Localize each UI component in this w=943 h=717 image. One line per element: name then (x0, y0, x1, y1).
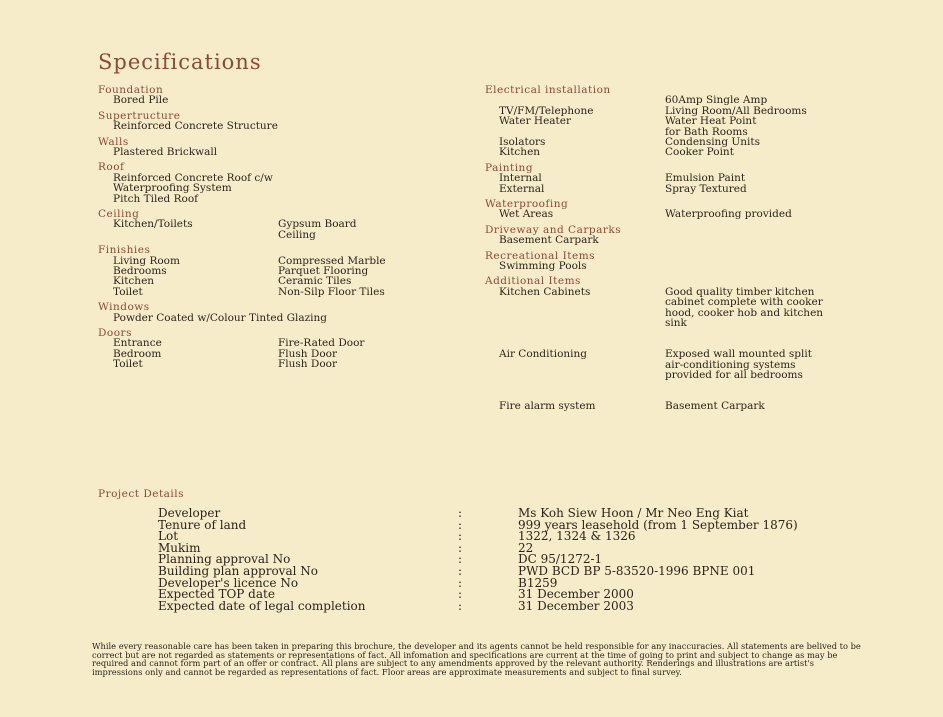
spec-section (98, 137, 458, 158)
spec-value: Water Heat Point (665, 115, 757, 128)
spec-item: External (499, 182, 545, 195)
project-detail-separator: : (458, 552, 463, 567)
spec-value: Good quality timber kitchen (665, 285, 815, 298)
spec-row (485, 380, 915, 390)
spec-section (98, 111, 458, 132)
project-detail-value: B1259 (518, 575, 558, 590)
spec-section-heading: Recreational Items (485, 249, 596, 262)
project-detail-separator: : (458, 506, 463, 520)
spec-item: Kitchen Cabinets (499, 285, 591, 298)
spec-section-heading: Additional Items (485, 275, 581, 288)
spec-item: Bored Pile (113, 94, 169, 107)
project-detail-row (158, 598, 898, 613)
spec-item: Toilet (113, 358, 143, 371)
spec-value: Spray Textured (665, 182, 747, 195)
spec-row (485, 209, 915, 219)
spec-item: Air Conditioning (499, 348, 587, 361)
spec-item (485, 380, 665, 390)
spec-item: Pitch Tiled Roof (113, 192, 199, 205)
spec-value: Flush Door (278, 358, 337, 371)
project-details-heading: Project Details (98, 488, 185, 500)
spec-section-heading: Doors (98, 327, 132, 340)
project-detail-label: Developer (158, 506, 221, 520)
spec-item: Bedrooms (113, 265, 167, 277)
spec-section-heading: Electrical installation (485, 84, 611, 96)
spec-value: Compressed Marble (278, 254, 386, 267)
spec-row (98, 230, 458, 240)
spec-row (485, 147, 915, 157)
spec-value: Fire-Rated Door (278, 337, 365, 350)
spec-section (485, 251, 915, 272)
project-detail-label: Expected TOP date (158, 587, 275, 602)
spec-section (485, 276, 915, 411)
project-detail-label: Tenure of land (158, 517, 247, 532)
spec-section-heading: Finishies (98, 244, 151, 257)
specifications-right-column (485, 85, 915, 417)
project-detail-value: 22 (518, 540, 534, 555)
project-detail-label: Building plan approval No (158, 563, 318, 578)
spec-item: Waterproofing System (113, 182, 232, 195)
project-detail-label: Expected date of legal completion (158, 598, 366, 613)
spec-row (98, 313, 458, 323)
spec-row (98, 359, 458, 369)
spec-item: Basement Carpark (499, 234, 599, 247)
spec-item: Entrance (113, 337, 162, 350)
spec-section-heading: Windows (98, 301, 150, 314)
spec-row (98, 121, 458, 131)
spec-item: Kitchen/Toilets (113, 218, 193, 231)
spec-item: Swimming Pools (499, 260, 587, 273)
spec-item (485, 360, 665, 370)
project-detail-value: DC 95/1272-1 (518, 552, 603, 567)
specifications-left-column (98, 85, 458, 375)
spec-section-heading: Roof (98, 161, 125, 174)
spec-value: for Bath Rooms (665, 125, 748, 138)
project-detail-label: Lot (158, 529, 179, 544)
spec-value: Non-Silp Floor Tiles (278, 285, 385, 298)
spec-section (485, 199, 915, 220)
spec-row (485, 261, 915, 271)
project-detail-label: Planning approval No (158, 552, 291, 567)
project-detail-value: 31 December 2003 (518, 598, 634, 613)
spec-section (98, 85, 458, 106)
spec-section (485, 85, 915, 158)
spec-value: Basement Carpark (665, 400, 765, 413)
spec-item: Kitchen (113, 275, 155, 288)
spec-value: Waterproofing provided (665, 208, 792, 221)
project-detail-separator: : (458, 563, 463, 578)
spec-item (485, 328, 665, 338)
spec-item: Reinforced Concrete Structure (113, 120, 278, 133)
spec-row (485, 308, 915, 318)
spec-item: Fire alarm system (499, 400, 596, 413)
project-detail-separator: : (458, 540, 463, 555)
spec-value: Parquet Flooring (278, 265, 369, 277)
spec-row (98, 194, 458, 204)
spec-section (98, 209, 458, 240)
project-detail-separator: : (458, 529, 463, 544)
spec-value: 60Amp Single Amp (665, 94, 768, 107)
spec-section-heading: Foundation (98, 84, 164, 96)
spec-value: provided for all bedrooms (665, 369, 803, 382)
spec-item: Internal (499, 172, 542, 185)
spec-value: Emulsion Paint (665, 172, 746, 185)
spec-item: Isolators (499, 136, 546, 149)
spec-item (98, 230, 278, 240)
spec-row (485, 328, 915, 338)
project-detail-value: 1322, 1324 & 1326 (518, 529, 636, 544)
spec-value: Condensing Units (665, 136, 760, 149)
project-detail-value: 999 years leasehold (from 1 September 1876) (518, 517, 798, 532)
project-details-table (158, 508, 898, 612)
spec-value: Gypsum Board (278, 218, 357, 231)
spec-item: Water Heater (499, 115, 572, 128)
spec-section (98, 245, 458, 297)
spec-value: Living Room/All Bedrooms (665, 104, 807, 117)
spec-section-heading: Waterproofing (485, 198, 569, 211)
spec-item: Bedroom (113, 347, 162, 360)
spec-section (98, 302, 458, 323)
spec-item: Kitchen (499, 146, 541, 159)
spec-item: Plastered Brickwall (113, 145, 218, 158)
spec-item: Powder Coated w/Colour Tinted Glazing (113, 311, 328, 324)
spec-row (485, 318, 915, 328)
project-detail-value: PWD BCD BP 5-83520-1996 BPNE 001 (518, 563, 756, 578)
project-detail-separator: : (458, 598, 463, 613)
spec-item: Reinforced Concrete Roof c/w (113, 171, 273, 184)
page-title: Specifications (98, 50, 262, 74)
spec-value: Ceiling (278, 228, 316, 241)
spec-section (485, 225, 915, 246)
spec-item: Wet Areas (499, 208, 554, 221)
spec-item (485, 308, 665, 318)
spec-value: Flush Door (278, 347, 337, 360)
spec-row (98, 287, 458, 297)
spec-item (485, 370, 665, 380)
disclaimer-text: While every reasonable care has been taken in preparing this brochure, the developer and its agents cannot be held responsible for any inaccuracies. All statements are belived to be correct but are not regarded as statements or representations of fact. All infomation and specifications are current at the time of going to print and subject to change as may be required and cannot form part of an offer or contract. All plans are subject to any amendments approved by the relevant authority. Renderings and illustrations are artist's impressions only and cannot be regarded as representations of fact. Floor areas are approximate measurements and subject to final survey. (92, 641, 861, 677)
spec-section-heading: Supertructure (98, 109, 181, 122)
spec-value: Exposed wall mounted split (665, 348, 812, 361)
spec-item (485, 318, 665, 328)
spec-row (98, 95, 458, 105)
spec-section (485, 163, 915, 194)
spec-value: sink (665, 317, 687, 330)
spec-value: cabinet complete with cooker (665, 296, 823, 309)
spec-row (485, 235, 915, 245)
project-detail-separator: : (458, 575, 463, 590)
spec-section-heading: Painting (485, 161, 534, 174)
spec-row (98, 147, 458, 157)
project-detail-separator: : (458, 587, 463, 602)
spec-item: TV/FM/Telephone (499, 104, 594, 117)
spec-row (485, 401, 915, 411)
project-detail-value: Ms Koh Siew Hoon / Mr Neo Eng Kiat (518, 506, 749, 520)
spec-value: Ceramic Tiles (278, 275, 352, 288)
spec-value: air-conditioning systems (665, 358, 796, 371)
spec-section (98, 162, 458, 204)
project-detail-label: Mukim (158, 540, 201, 555)
spec-item (485, 297, 665, 307)
spec-item: Living Room (113, 254, 180, 267)
spec-section-heading: Driveway and Carparks (485, 223, 622, 236)
spec-row (485, 370, 915, 380)
spec-row (485, 184, 915, 194)
spec-value: hood, cooker hob and kitchen (665, 306, 824, 319)
project-detail-value: 31 December 2000 (518, 587, 634, 602)
spec-section-heading: Ceiling (98, 208, 140, 220)
spec-value: Cooker Point (665, 146, 734, 159)
spec-section-heading: Walls (98, 135, 129, 148)
spec-item: Toilet (113, 285, 143, 298)
project-detail-label: Developer's licence No (158, 575, 299, 590)
project-detail-separator: : (458, 517, 463, 532)
spec-section (98, 328, 458, 370)
